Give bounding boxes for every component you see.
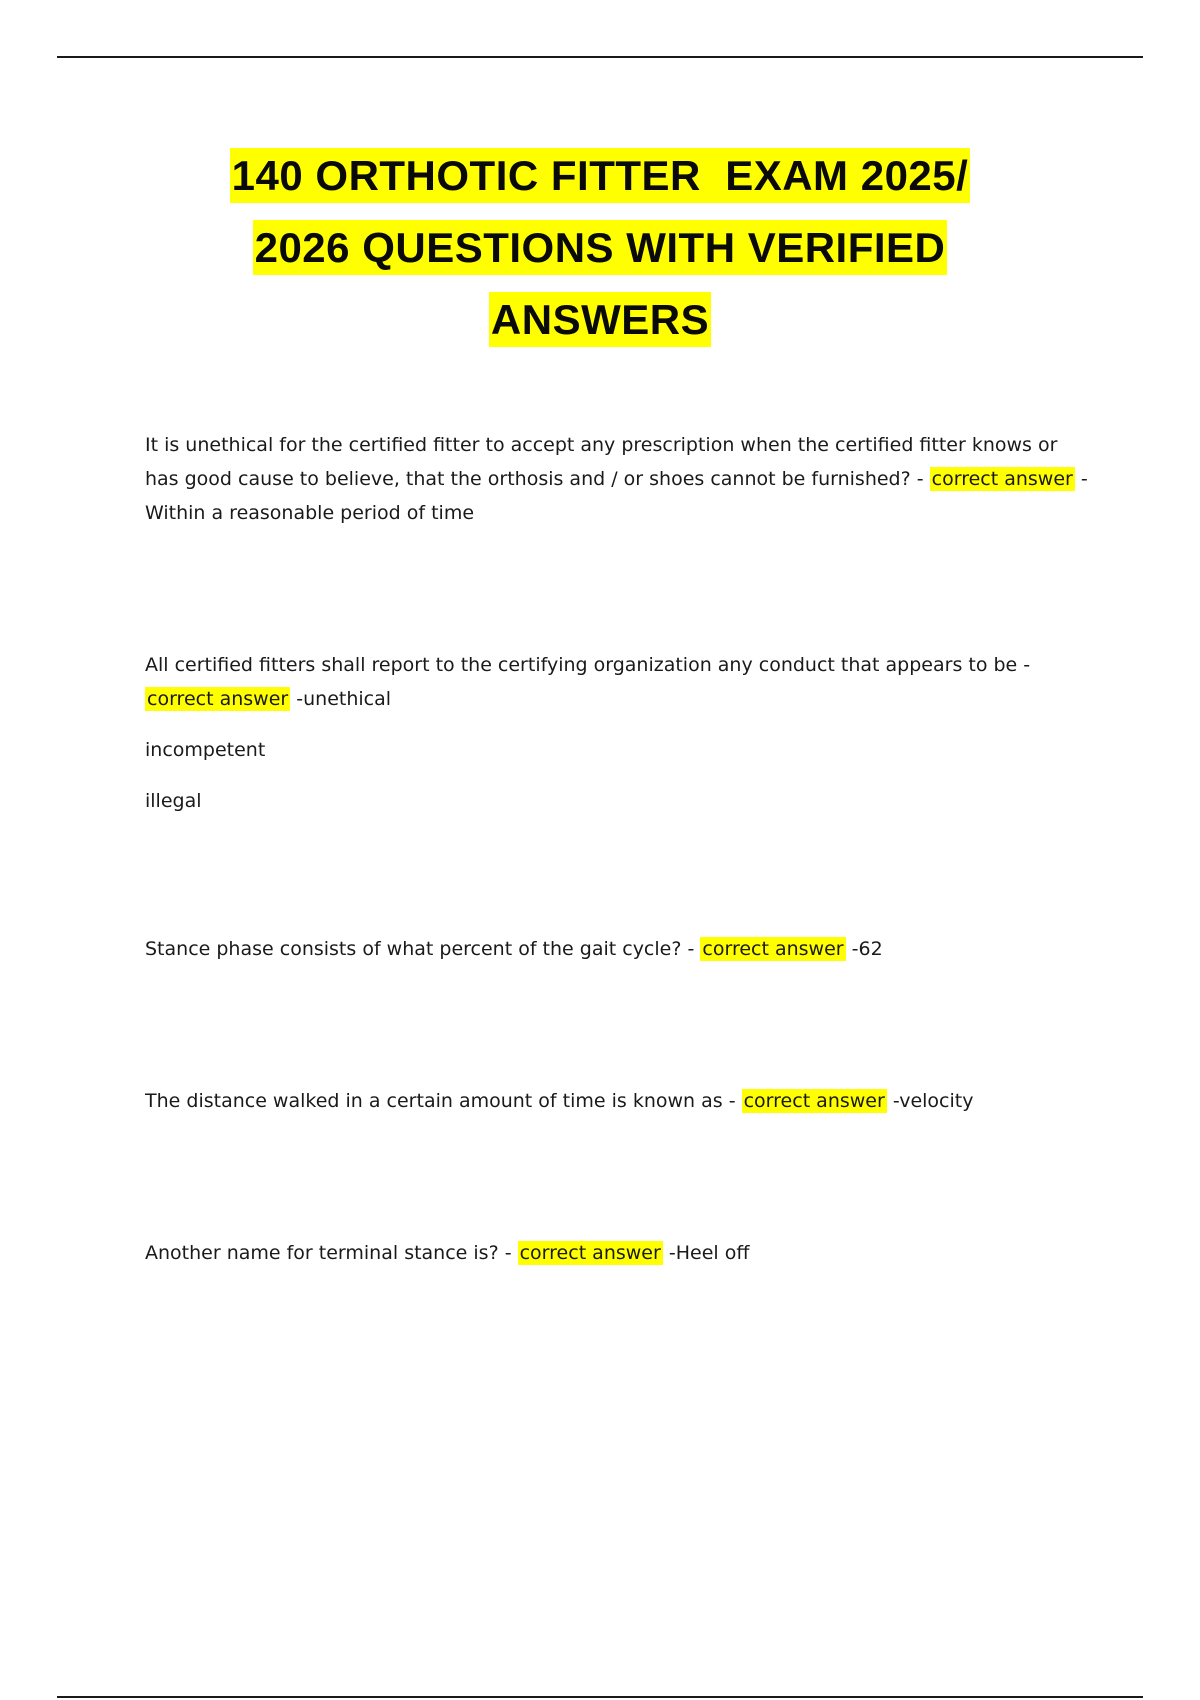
title-line-2: 2026 QUESTIONS WITH VERIFIED xyxy=(253,220,948,275)
answer-extra-line: incompetent xyxy=(145,739,266,761)
correct-answer-marker: correct answer xyxy=(702,938,844,960)
answer-text: -62 xyxy=(851,938,883,960)
correct-answer-marker: correct answer xyxy=(931,468,1073,490)
question-text: The distance walked in a certain amount of time is known as - xyxy=(145,1090,736,1112)
question-text: Another name for terminal stance is? - xyxy=(145,1242,512,1264)
answer-text: -unethical xyxy=(296,688,392,710)
question-block-1 xyxy=(145,428,1095,530)
question-text: All certified fitters shall report to the certifying organization any conduct that appears to be - xyxy=(145,654,1031,676)
answer-text: -velocity xyxy=(892,1090,974,1112)
answer-text: -Heel off xyxy=(668,1242,750,1264)
correct-answer-marker: correct answer xyxy=(743,1090,885,1112)
question-text: Stance phase consists of what percent of the gait cycle? - xyxy=(145,938,695,960)
correct-answer-marker: correct answer xyxy=(519,1242,661,1264)
answer-extra-line: illegal xyxy=(145,790,202,812)
document-title xyxy=(80,140,1120,356)
question-block-2 xyxy=(145,648,1095,818)
question-block-3 xyxy=(145,932,1095,966)
correct-answer-marker: correct answer xyxy=(147,688,289,710)
question-text: It is unethical for the certified fitter to accept any prescription when the certified fitter knows or has good cause to believe, that the orthosis and / or shoes cannot be furnished? - xyxy=(145,434,1058,490)
question-block-5 xyxy=(145,1236,1095,1270)
answer-text: -Within a reasonable period of time xyxy=(145,468,1088,524)
question-block-4 xyxy=(145,1084,1095,1118)
title-line-1: 140 ORTHOTIC FITTER EXAM 2025/ xyxy=(230,148,971,203)
title-line-3: ANSWERS xyxy=(489,292,711,347)
bottom-rule xyxy=(57,1696,1143,1698)
top-rule xyxy=(57,56,1143,58)
